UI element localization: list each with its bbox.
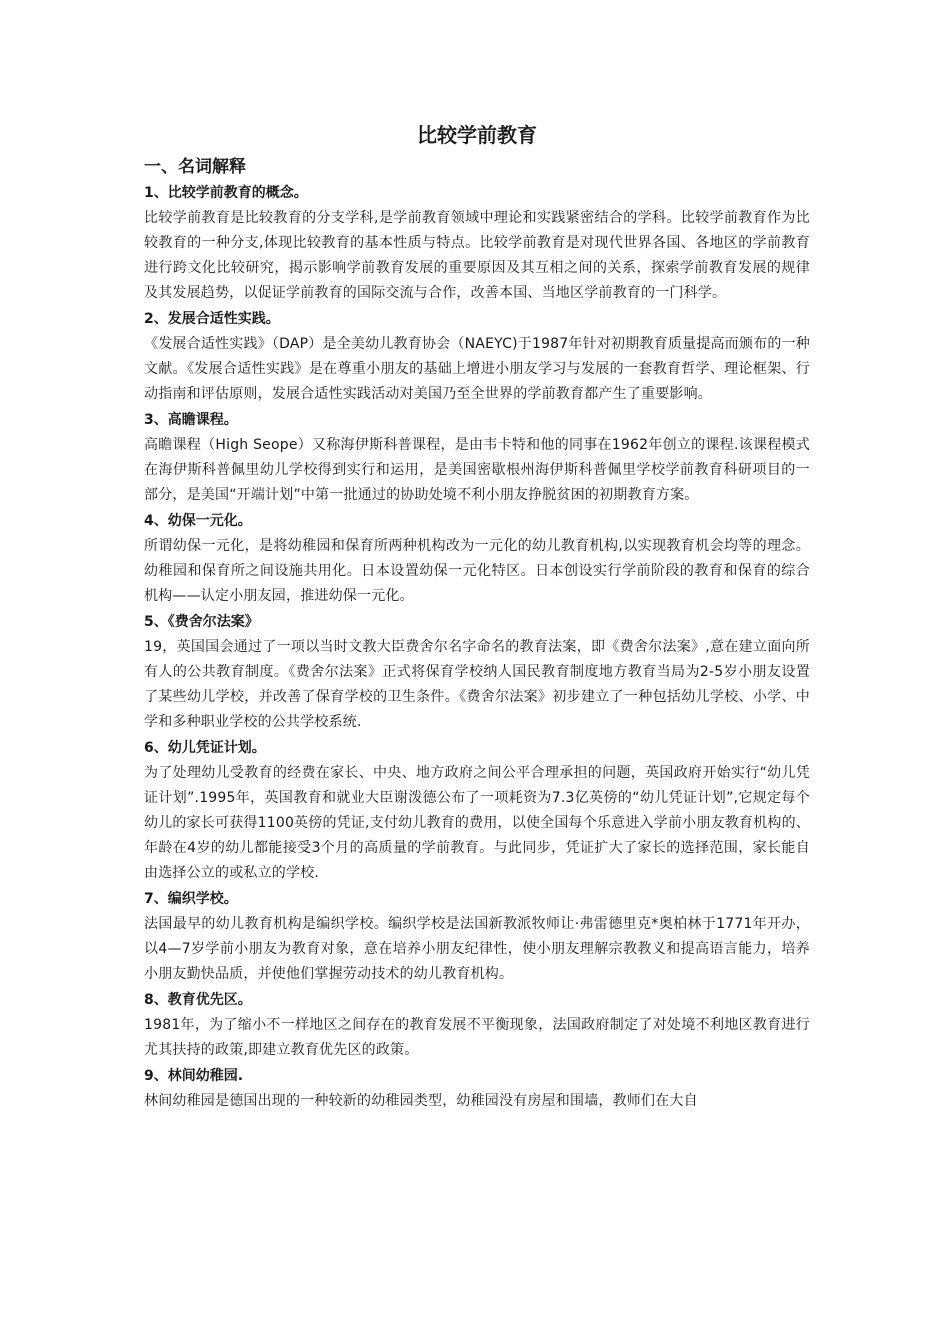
term-8 [144, 987, 810, 1063]
term-heading: 5、《费舍尔法案》 [144, 614, 259, 630]
term-3 [144, 407, 810, 508]
term-body: 比较学前教育是比较教育的分支学科,是学前教育领域中理论和实践紧密结合的学科。比较学前教育作为比较教育的一种分支,体现比较教育的基本性质与特点。比较学前教育是对现代世界各国、各地区的学前教育进行跨文化比较研究，揭示影响学前教育发展的重要原因及其互相之间的关系，探索学前教育发展的规律及其发展趋势，以促证学前教育的国际交流与合作，改善本国、当地区学前教育的一门科学。 [144, 210, 810, 301]
term-4 [144, 508, 810, 609]
term-5 [144, 609, 810, 735]
term-body: 1981年，为了缩小不一样地区之间存在的教育发展不平衡现象，法国政府制定了对处境不利地区教育进行尤其扶持的政策,即建立教育优先区的政策。 [144, 1017, 810, 1058]
term-body: 为了处理幼儿受教育的经费在家长、中央、地方政府之间公平合理承担的问题，英国政府开始实行“幼儿凭证计划”.1995年，英国教育和就业大臣谢泼德公布了一项耗资为7.3亿英傍的“幼儿凭证计划”,它规定每个幼儿的家长可获得1100英傍的凭证,支付幼儿教育的费用，以使全国每个乐意进入学前小朋友教育机构的、年龄在4岁的幼儿都能接受3个月的高质量的学前教育。与此同步，凭证扩大了家长的选择范围，家长能自由选择公立的或私立的学校. [144, 765, 810, 881]
term-6 [144, 735, 810, 886]
section-heading: 一、名词解释 [144, 157, 246, 177]
term-heading: 2、发展合适性实践。 [144, 311, 280, 327]
term-1 [144, 180, 810, 306]
term-body: 《发展合适性实践》（DAP）是全美幼儿教育协会（NAEYC)于1987年针对初期教育质量提高而颁布的一种文献。《发展合适性实践》是在尊重小朋友的基础上增进小朋友学习与发展的一套教育哲学、理论框架、行动指南和评估原则，发展合适性实践活动对美国乃至全世界的学前教育都产生了重要影响。 [144, 336, 810, 402]
document-title: 比较学前教育 [417, 123, 537, 147]
term-heading: 7、编织学校。 [144, 891, 238, 907]
term-2 [144, 306, 810, 407]
term-heading: 4、幼保一元化。 [144, 513, 252, 529]
term-heading: 8、教育优先区。 [144, 992, 252, 1008]
term-heading: 1、比较学前教育的概念。 [144, 185, 308, 201]
term-heading: 6、幼儿凭证计划。 [144, 740, 266, 756]
term-body: 高瞻课程（High Seope）又称海伊斯科普课程，是由韦卡特和他的同事在1962年创立的课程.该课程模式在海伊斯科普佩里幼儿学校得到实行和运用，是美国密歇根州海伊斯科普佩里学校学前教育科研项目的一部分，是美国“开端计划”中第一批通过的协助处境不利小朋友挣脱贫困的初期教育方案。 [144, 437, 810, 503]
term-heading: 9、林间幼稚园. [144, 1068, 244, 1084]
term-7 [144, 886, 810, 987]
term-9 [144, 1063, 810, 1114]
term-body: 法国最早的幼儿教育机构是编织学校。编织学校是法国新教派牧师让·弗雷德里克*奥柏林于1771年开办，以4—7岁学前小朋友为教育对象，意在培养小朋友纪律性，使小朋友理解宗教教义和提高语言能力，培养小朋友勤快品质，并使他们掌握劳动技术的幼儿教育机构。 [144, 916, 810, 982]
term-body: 所谓幼保一元化，是将幼稚园和保育所两种机构改为一元化的幼儿教育机构,以实现教育机会均等的理念。幼稚园和保育所之间设施共用化。日本设置幼保一元化特区。日本创设实行学前阶段的教育和保育的综合机构——认定小朋友园，推进幼保一元化。 [144, 538, 810, 604]
document-page [144, 118, 810, 1114]
term-body: 19，英国国会通过了一项以当时文教大臣费舍尔名字命名的教育法案，即《费舍尔法案》,意在建立面向所有人的公共教育制度。《费舍尔法案》正式将保育学校纳人国民教育制度地方教育当局为2-5岁小朋友设置了某些幼儿学校，并改善了保育学校的卫生条件。《费舍尔法案》初步建立了一种包括幼儿学校、小学、中学和多种职业学校的公共学校系统. [144, 639, 810, 730]
term-body: 林间幼稚园是德国出现的一种较新的幼稚园类型，幼稚园没有房屋和围墙，教师们在大自 [144, 1093, 698, 1109]
term-heading: 3、高瞻课程。 [144, 412, 238, 428]
